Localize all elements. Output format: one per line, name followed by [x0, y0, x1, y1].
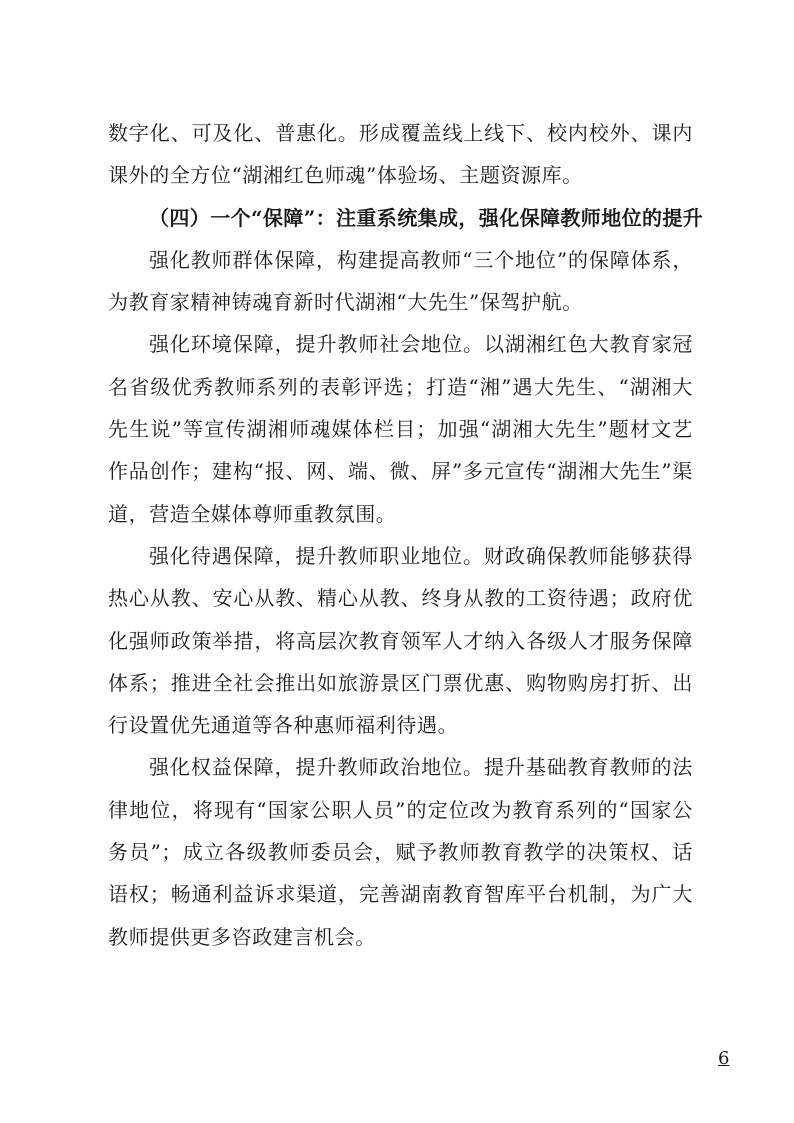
page-number: 6 — [718, 1048, 730, 1069]
document-page — [108, 112, 704, 958]
paragraph-treatment-guarantee: 强化待遇保障，提升教师职业地位。财政确保教师能够获得热心从教、安心从教、精心从教、终身从教的工资待遇；政府优化强师政策举措，将高层次教育领军人才纳入各级人才服务保障体系；推进全社会推出如旅游景区门票优惠、购物购房打折、出行设置优先通道等各种惠师福利待遇。 — [108, 543, 693, 738]
paragraph-environment-guarantee: 强化环境保障，提升教师社会地位。以湖湘红色大教育家冠名省级优秀教师系列的表彰评选；打造“湘”遇大先生、“湖湘大先生说”等宣传湖湘师魂媒体栏目；加强“湖湘大先生”题材文艺作品创作；建构“报、网、端、微、屏”多元宣传“湖湘大先生”渠道，营造全媒体尊师重教氛围。 — [108, 332, 693, 526]
paragraph-intro: 强化教师群体保障，构建提高教师“三个地位”的保障体系，为教育家精神铸魂育新时代湖湘“大先生”保驾护航。 — [108, 247, 693, 315]
paragraph-rights-guarantee: 强化权益保障，提升教师政治地位。提升基础教育教师的法律地位，将现有“国家公职人员”的定位改为教育系列的“国家公务员”；成立各级教师委员会，赋予教师教育教学的决策权、话语权；畅通利益诉求渠道，完善湖南教育智库平台机制，为广大教师提供更多咨政建言机会。 — [108, 755, 693, 949]
section-heading-four: （四）一个“保障”：注重系统集成，强化保障教师地位的提升 — [149, 205, 704, 230]
paragraph-continuation: 数字化、可及化、普惠化。形成覆盖线上线下、校内校外、课内课外的全方位“湖湘红色师魂”体验场、主题资源库。 — [108, 121, 693, 188]
